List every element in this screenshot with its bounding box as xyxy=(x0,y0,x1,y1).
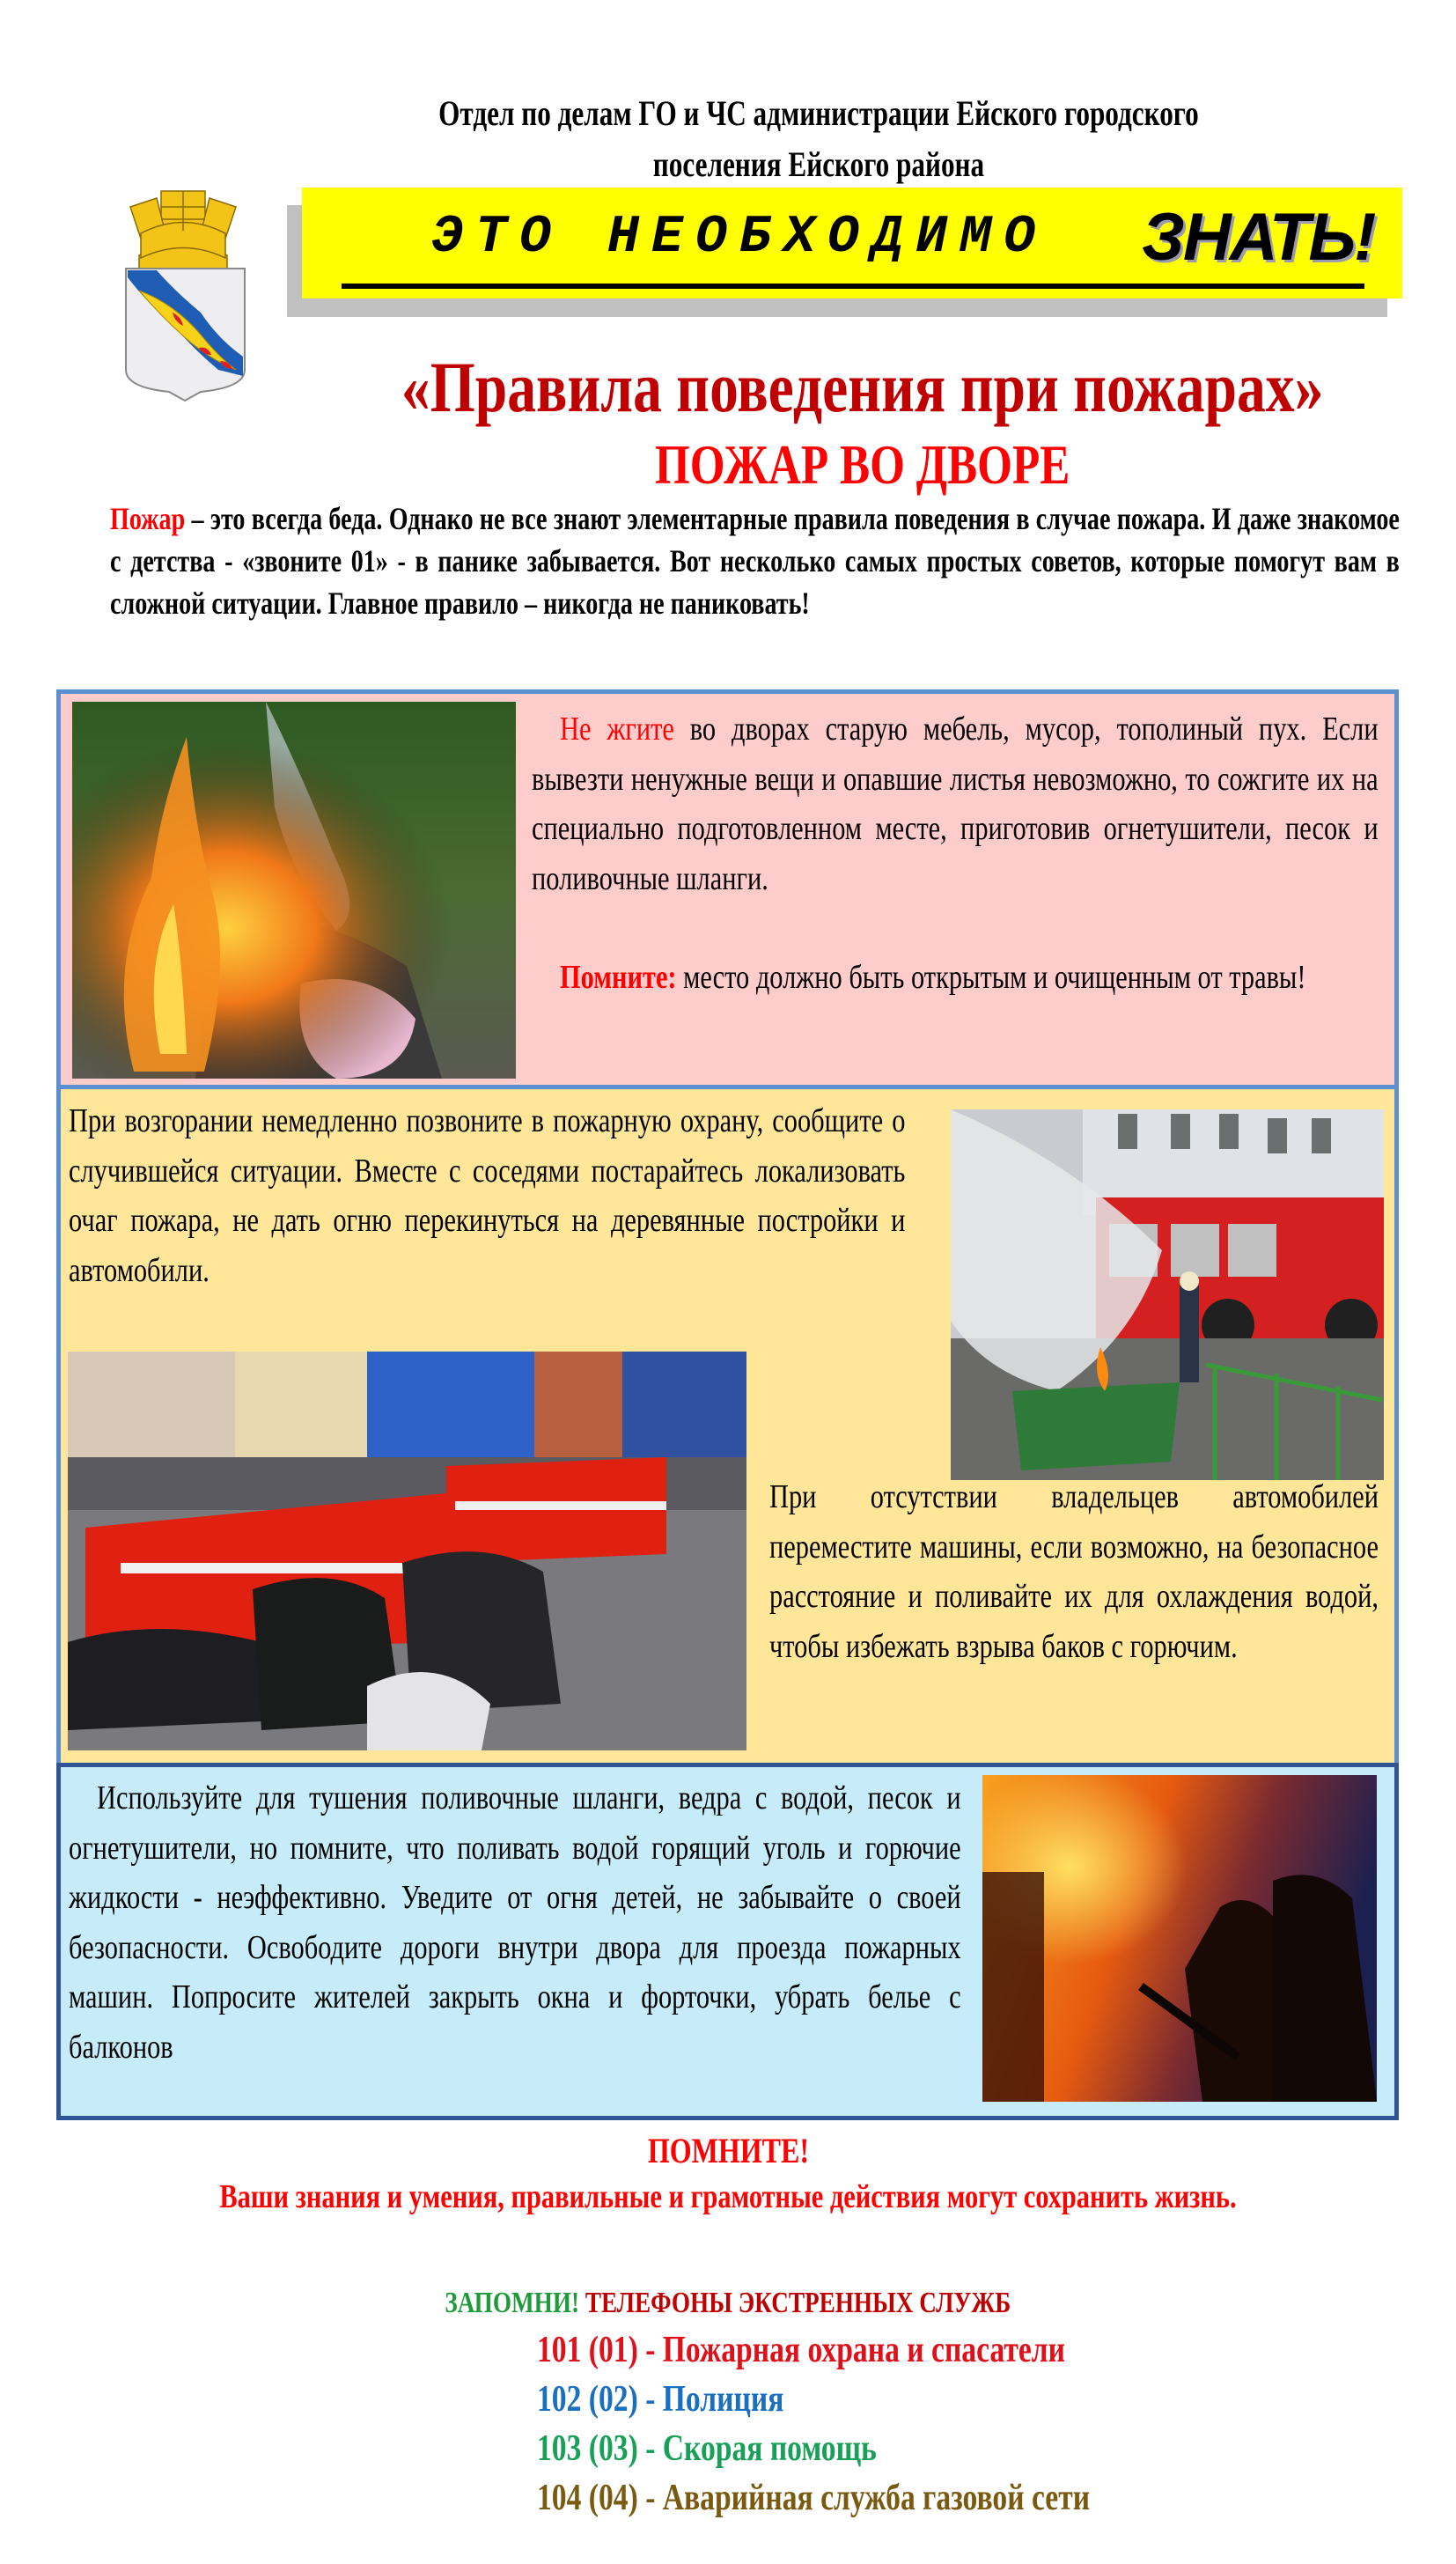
section-1-lead: Не жгите xyxy=(560,711,674,748)
banner-text: ЭТО НЕОБХОДИМО xyxy=(431,208,1048,268)
department-line-2: поселения Ейского района xyxy=(652,144,985,184)
phone-service: - Скорая помощь xyxy=(637,2428,877,2469)
phone-service: - Пожарная охрана и спасатели xyxy=(637,2330,1065,2370)
section-2-text-1 xyxy=(69,1096,905,1295)
department-line-1: Отдел по делам ГО и ЧС администрации Ейского городского xyxy=(438,93,1199,133)
section-1-text xyxy=(532,704,1379,1003)
section-1-remember-lead: Помните: xyxy=(560,959,677,996)
phone-number: 102 (02) xyxy=(537,2379,638,2420)
intro-paragraph xyxy=(110,497,1400,674)
phone-number: 101 (01) xyxy=(537,2330,638,2370)
intro-text: – это всегда беда. Однако не все знают элементарные правила поведения в случае пожара. И даже знакомое с детства - «звоните 01» - в панике забывается. Вот несколько самых простых советов, которые помогут вам в сложной ситуации. Главное правило – никогда не паниковать! xyxy=(110,501,1400,621)
fire-trucks-in-parking-lot-photo xyxy=(68,1352,746,1750)
banner-strong-text: ЗНАТЬ! xyxy=(1142,200,1375,275)
department-heading xyxy=(282,88,1356,190)
banner-underline xyxy=(342,284,1364,289)
remember-heading-text: ПОМНИТЕ! xyxy=(647,2131,809,2170)
remember-message xyxy=(0,2175,1456,2219)
phones-heading-text: ТЕЛЕФОНЫ ЭКСТРЕННЫХ СЛУЖБ xyxy=(579,2287,1011,2319)
section-1-paragraph-2-text: место должно быть открытым и очищенным от травы! xyxy=(676,959,1306,996)
phones-heading-remember: ЗАПОМНИ! xyxy=(445,2287,580,2319)
section-1-paragraph-2 xyxy=(532,953,1379,1003)
section-2-text-2 xyxy=(769,1472,1379,1671)
phone-service: - Полиция xyxy=(637,2379,784,2420)
section-2-paragraph-1: При возгорании немедленно позвоните в пожарную охрану, сообщите о случившейся ситуации. Вместе с соседями постарайтесь локализовать очаг пожара, не дать огню перекинуться на деревянные постройки и автомобили. xyxy=(69,1102,906,1289)
page-subtitle-text: ПОЖАР ВО ДВОРЕ xyxy=(655,433,1070,496)
phone-row-gas xyxy=(537,2473,1228,2523)
remember-heading xyxy=(0,2129,1456,2173)
section-1-paragraph-1-text: во дворах старую мебель, мусор, тополиный пух. Если вывезти ненужные вещи и опавшие листья невозможно, то сожгите их на специально подготовленном месте, приготовив огнетушители, песок и поливочные шланги. xyxy=(532,711,1379,897)
fire-truck-extinguishing-container-photo xyxy=(951,1109,1384,1480)
remember-message-text: Ваши знания и умения, правильные и грамотные действия могут сохранить жизнь. xyxy=(219,2178,1237,2215)
phone-number: 104 (04) xyxy=(537,2478,638,2518)
firefighters-with-hose-photo xyxy=(982,1775,1377,2102)
phones-heading xyxy=(0,2284,1456,2323)
phone-number: 103 (03) xyxy=(537,2428,638,2469)
phone-row-fire xyxy=(537,2325,1197,2375)
page-title xyxy=(282,343,1444,431)
section-1-paragraph-1 xyxy=(532,704,1379,903)
page-title-text: «Правила поведения при пожарах» xyxy=(401,347,1324,427)
page-subtitle xyxy=(282,430,1444,500)
phone-row-ambulance xyxy=(537,2424,961,2473)
burning-garbage-photo xyxy=(72,702,516,1079)
phone-row-police xyxy=(537,2375,845,2424)
intro-lead: Пожар xyxy=(110,501,186,536)
section-2-paragraph-2: При отсутствии владельцев автомобилей переместите машины, если возможно, на безопасное расстояние и поливайте их для охлаждения водой, чтобы избежать взрыва баков с горючим. xyxy=(769,1478,1379,1665)
coat-of-arms-icon xyxy=(104,181,262,405)
phone-service: - Аварийная служба газовой сети xyxy=(637,2478,1091,2518)
section-3-paragraph: Используйте для тушения поливочные шланги, ведра с водой, песок и огнетушители, но помните, что поливать водой горящий уголь и горючие жидкости - неэффективно. Уведите от огня детей, не забывайте о своей безопасности. Освободите дороги внутри двора для проезда пожарных машин. Попросите жителей закрыть окна и форточки, убрать белье с балконов xyxy=(69,1779,961,2066)
section-3-text xyxy=(69,1773,961,2072)
